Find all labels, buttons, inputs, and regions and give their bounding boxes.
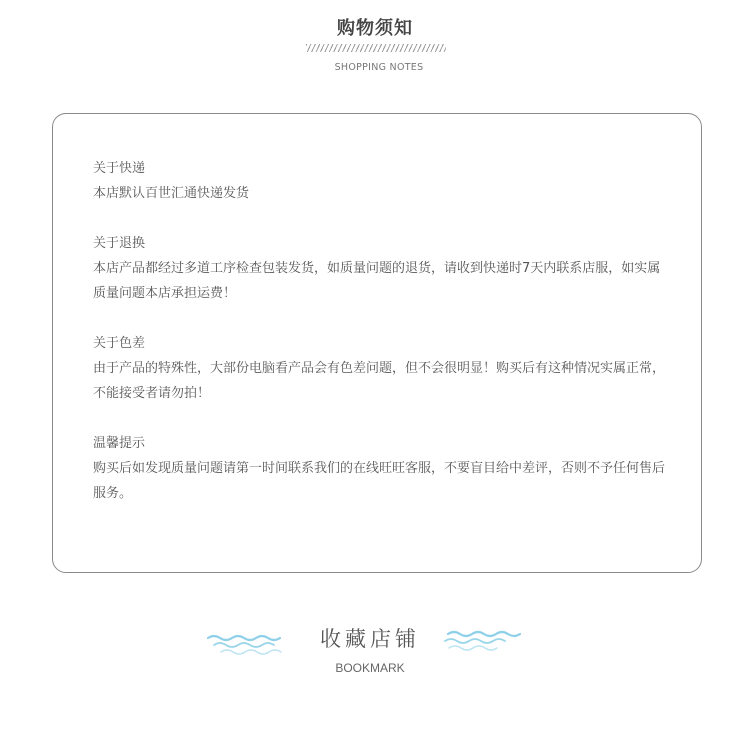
note-heading: 关于色差 (93, 336, 146, 351)
page-subtitle: SHOPPING NOTES (334, 62, 424, 73)
note-heading: 关于快递 (93, 161, 146, 176)
note-heading: 关于退换 (93, 236, 146, 251)
shopping-notes-header (0, 0, 750, 90)
note-body: 本店产品都经过多道工序检查包装发货，如质量问题的退货，请收到快递时7天内联系店服，如实属质量问题本店承担运费！ (93, 261, 661, 301)
note-body: 购买后如发现质量问题请第一时间联系我们的在线旺旺客服，不要盲目给中差评，否则不予任何售后服务。 (93, 461, 666, 501)
note-section-reminder (93, 431, 673, 506)
note-section-color-difference (93, 331, 673, 406)
note-body: 由于产品的特殊性，大部份电脑看产品会有色差问题，但不会很明显！购买后有这种情况实属正常，不能接受者请勿拍！ (93, 361, 666, 401)
note-section-returns (93, 231, 673, 306)
note-heading: 温馨提示 (93, 436, 146, 451)
bookmark-banner[interactable] (0, 610, 750, 690)
hatch-divider (306, 44, 446, 52)
wave-ornament-right-icon (443, 626, 523, 654)
note-body: 本店默认百世汇通快递发货 (93, 186, 250, 201)
note-section-shipping (93, 156, 673, 206)
bookmark-subtitle: BOOKMARK (335, 661, 405, 675)
shopping-notes-panel (52, 113, 702, 573)
notes-list (93, 156, 673, 531)
bookmark-title: 收藏店铺 (320, 627, 420, 651)
page-title: 购物须知 (337, 18, 413, 39)
